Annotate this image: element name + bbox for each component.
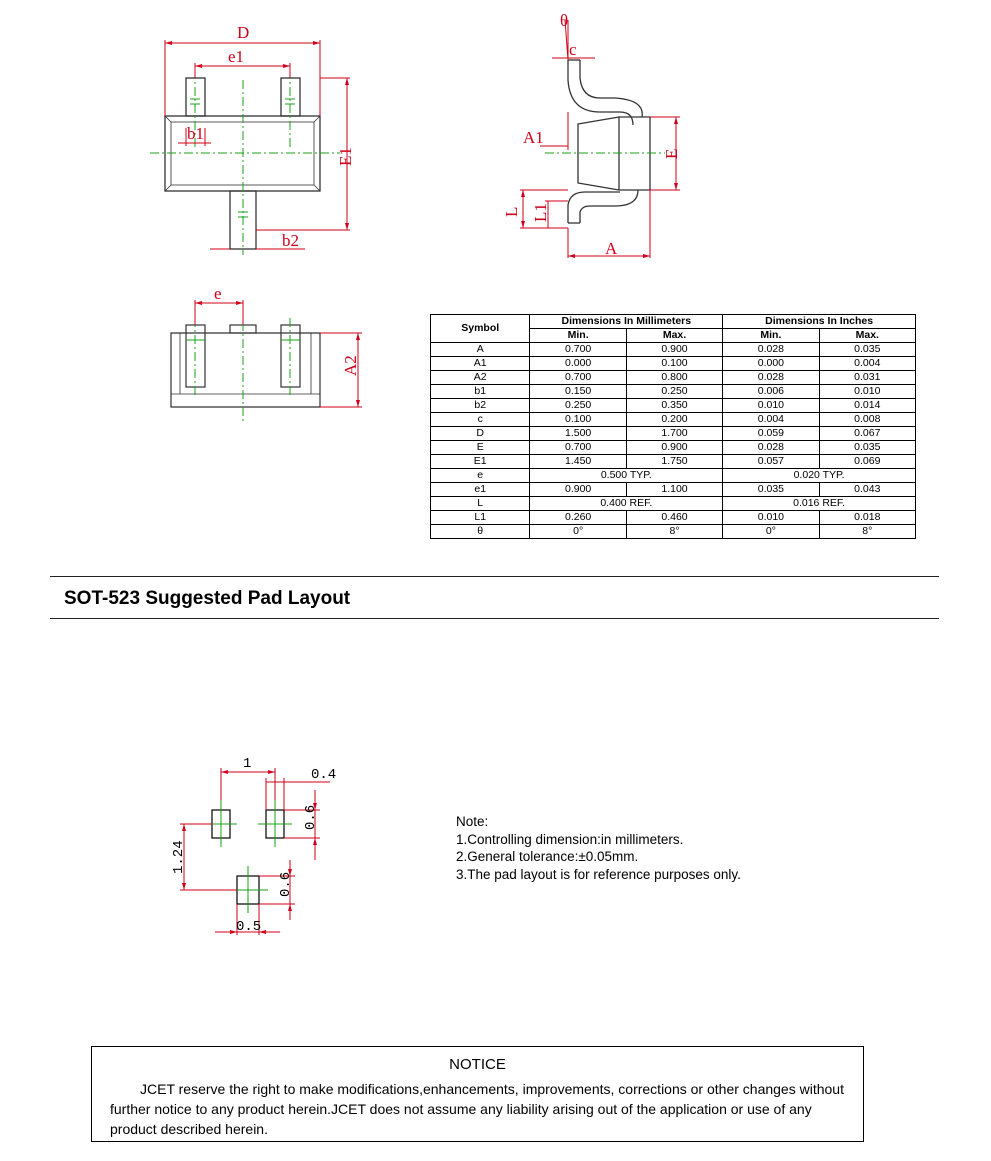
label-pad-height-top: 0.6 bbox=[303, 804, 319, 830]
notice-body: JCET reserve the right to make modifications,enhancements, improvements, corrections or other changes without further notice to any product herein.JCET does not assume any liability arising out of the application or use of any product described herein. bbox=[110, 1081, 844, 1137]
label-e: e bbox=[214, 285, 222, 303]
header-mm-max: Max. bbox=[626, 329, 722, 343]
table-row bbox=[431, 511, 916, 525]
header-inch: Dimensions In Inches bbox=[723, 315, 916, 329]
cell-symbol: L1 bbox=[431, 511, 530, 525]
table-row bbox=[431, 343, 916, 357]
cell-mm-max: 0.350 bbox=[626, 399, 722, 413]
section-top-rule bbox=[50, 576, 939, 577]
cell-in-min: 0.010 bbox=[723, 399, 819, 413]
cell-mm-min: 1.500 bbox=[530, 427, 626, 441]
cell-in-max: 0.043 bbox=[819, 483, 915, 497]
cell-mm-span: 0.400 REF. bbox=[530, 497, 723, 511]
label-L: L bbox=[502, 206, 521, 217]
label-D: D bbox=[237, 23, 250, 42]
cell-symbol: e1 bbox=[431, 483, 530, 497]
cell-in-max: 0.035 bbox=[819, 343, 915, 357]
cell-in-span: 0.016 REF. bbox=[723, 497, 916, 511]
cell-in-max: 0.010 bbox=[819, 385, 915, 399]
cell-mm-min: 1.450 bbox=[530, 455, 626, 469]
cell-symbol: c bbox=[431, 413, 530, 427]
header-in-min: Min. bbox=[723, 329, 819, 343]
header-symbol: Symbol bbox=[431, 315, 530, 343]
top-view-drawing bbox=[140, 20, 370, 260]
cell-mm-max: 0.460 bbox=[626, 511, 722, 525]
cell-mm-min: 0.900 bbox=[530, 483, 626, 497]
cell-symbol: L bbox=[431, 497, 530, 511]
table-row bbox=[431, 399, 916, 413]
cell-mm-max: 1.700 bbox=[626, 427, 722, 441]
table-row bbox=[431, 427, 916, 441]
cell-mm-max: 0.800 bbox=[626, 371, 722, 385]
notes-title: Note: bbox=[456, 814, 489, 829]
label-pad-height-bottom: 0.6 bbox=[278, 871, 294, 897]
notes bbox=[456, 813, 741, 883]
cell-in-min: 0.057 bbox=[723, 455, 819, 469]
label-E1: E1 bbox=[336, 147, 355, 166]
label-bottom-pad-width: 0.5 bbox=[236, 919, 262, 935]
table-row bbox=[431, 525, 916, 539]
notice-box bbox=[91, 1046, 864, 1142]
table-row bbox=[431, 469, 916, 483]
cell-symbol: E1 bbox=[431, 455, 530, 469]
cell-in-min: 0.028 bbox=[723, 343, 819, 357]
cell-symbol: D bbox=[431, 427, 530, 441]
section-title: SOT-523 Suggested Pad Layout bbox=[64, 588, 351, 609]
header-in-max: Max. bbox=[819, 329, 915, 343]
label-E: E bbox=[662, 148, 681, 159]
cell-in-max: 0.031 bbox=[819, 371, 915, 385]
label-A: A bbox=[605, 239, 618, 258]
label-L1: L1 bbox=[531, 203, 550, 222]
cell-in-min: 0.004 bbox=[723, 413, 819, 427]
cell-in-min: 0.028 bbox=[723, 441, 819, 455]
cell-mm-max: 0.200 bbox=[626, 413, 722, 427]
cell-mm-max: 0.100 bbox=[626, 357, 722, 371]
table-row bbox=[431, 483, 916, 497]
cell-symbol: A1 bbox=[431, 357, 530, 371]
cell-in-min: 0.000 bbox=[723, 357, 819, 371]
cell-in-max: 0.035 bbox=[819, 441, 915, 455]
section-bottom-rule bbox=[50, 618, 939, 619]
cell-symbol: A2 bbox=[431, 371, 530, 385]
cell-mm-max: 1.100 bbox=[626, 483, 722, 497]
cell-in-max: 0.069 bbox=[819, 455, 915, 469]
note-item: 1.Controlling dimension:in millimeters. bbox=[456, 831, 684, 847]
side-view-drawing bbox=[500, 8, 700, 263]
cell-symbol: b1 bbox=[431, 385, 530, 399]
front-view-drawing bbox=[160, 285, 370, 425]
label-pad-width: 0.4 bbox=[311, 767, 337, 783]
cell-in-max: 0.014 bbox=[819, 399, 915, 413]
cell-symbol: e bbox=[431, 469, 530, 483]
cell-in-min: 0.035 bbox=[723, 483, 819, 497]
cell-mm-min: 0° bbox=[530, 525, 626, 539]
cell-mm-min: 0.700 bbox=[530, 441, 626, 455]
cell-in-min: 0.059 bbox=[723, 427, 819, 441]
label-A1: A1 bbox=[523, 128, 544, 147]
table-row bbox=[431, 441, 916, 455]
label-row-spacing: 1.24 bbox=[171, 840, 187, 874]
label-c: c bbox=[569, 40, 577, 59]
note-item: 3.The pad layout is for reference purposes only. bbox=[456, 866, 741, 882]
cell-mm-max: 0.900 bbox=[626, 441, 722, 455]
table-row bbox=[431, 497, 916, 511]
cell-in-min: 0° bbox=[723, 525, 819, 539]
cell-symbol: θ bbox=[431, 525, 530, 539]
cell-in-span: 0.020 TYP. bbox=[723, 469, 916, 483]
table-row bbox=[431, 413, 916, 427]
table-row bbox=[431, 371, 916, 385]
notice-title: NOTICE bbox=[449, 1056, 506, 1073]
label-pitch: 1 bbox=[243, 756, 252, 772]
pad-layout-drawing bbox=[160, 755, 350, 945]
cell-symbol: E bbox=[431, 441, 530, 455]
cell-symbol: b2 bbox=[431, 399, 530, 413]
cell-symbol: A bbox=[431, 343, 530, 357]
cell-mm-min: 0.700 bbox=[530, 343, 626, 357]
cell-mm-min: 0.150 bbox=[530, 385, 626, 399]
cell-in-min: 0.010 bbox=[723, 511, 819, 525]
note-item: 2.General tolerance:±0.05mm. bbox=[456, 849, 639, 864]
cell-mm-max: 0.900 bbox=[626, 343, 722, 357]
cell-in-max: 0.008 bbox=[819, 413, 915, 427]
table-row bbox=[431, 385, 916, 399]
cell-mm-min: 0.000 bbox=[530, 357, 626, 371]
cell-mm-max: 0.250 bbox=[626, 385, 722, 399]
cell-mm-min: 0.100 bbox=[530, 413, 626, 427]
cell-in-min: 0.028 bbox=[723, 371, 819, 385]
table-row bbox=[431, 357, 916, 371]
cell-in-max: 8° bbox=[819, 525, 915, 539]
header-mm: Dimensions In Millimeters bbox=[530, 315, 723, 329]
dimension-table-body bbox=[431, 343, 916, 539]
label-A2: A2 bbox=[341, 355, 360, 376]
cell-mm-min: 0.260 bbox=[530, 511, 626, 525]
header-mm-min: Min. bbox=[530, 329, 626, 343]
table-row bbox=[431, 455, 916, 469]
cell-mm-min: 0.700 bbox=[530, 371, 626, 385]
cell-mm-span: 0.500 TYP. bbox=[530, 469, 723, 483]
label-b2: b2 bbox=[282, 231, 299, 250]
front-body bbox=[171, 333, 320, 407]
cell-mm-max: 1.750 bbox=[626, 455, 722, 469]
cell-in-min: 0.006 bbox=[723, 385, 819, 399]
cell-mm-max: 8° bbox=[626, 525, 722, 539]
cell-in-max: 0.004 bbox=[819, 357, 915, 371]
cell-in-max: 0.067 bbox=[819, 427, 915, 441]
label-e1: e1 bbox=[228, 47, 245, 66]
cell-mm-min: 0.250 bbox=[530, 399, 626, 413]
cell-in-max: 0.018 bbox=[819, 511, 915, 525]
label-theta: θ bbox=[560, 11, 569, 30]
dimension-table bbox=[430, 314, 916, 539]
label-b1: b1 bbox=[187, 124, 204, 143]
